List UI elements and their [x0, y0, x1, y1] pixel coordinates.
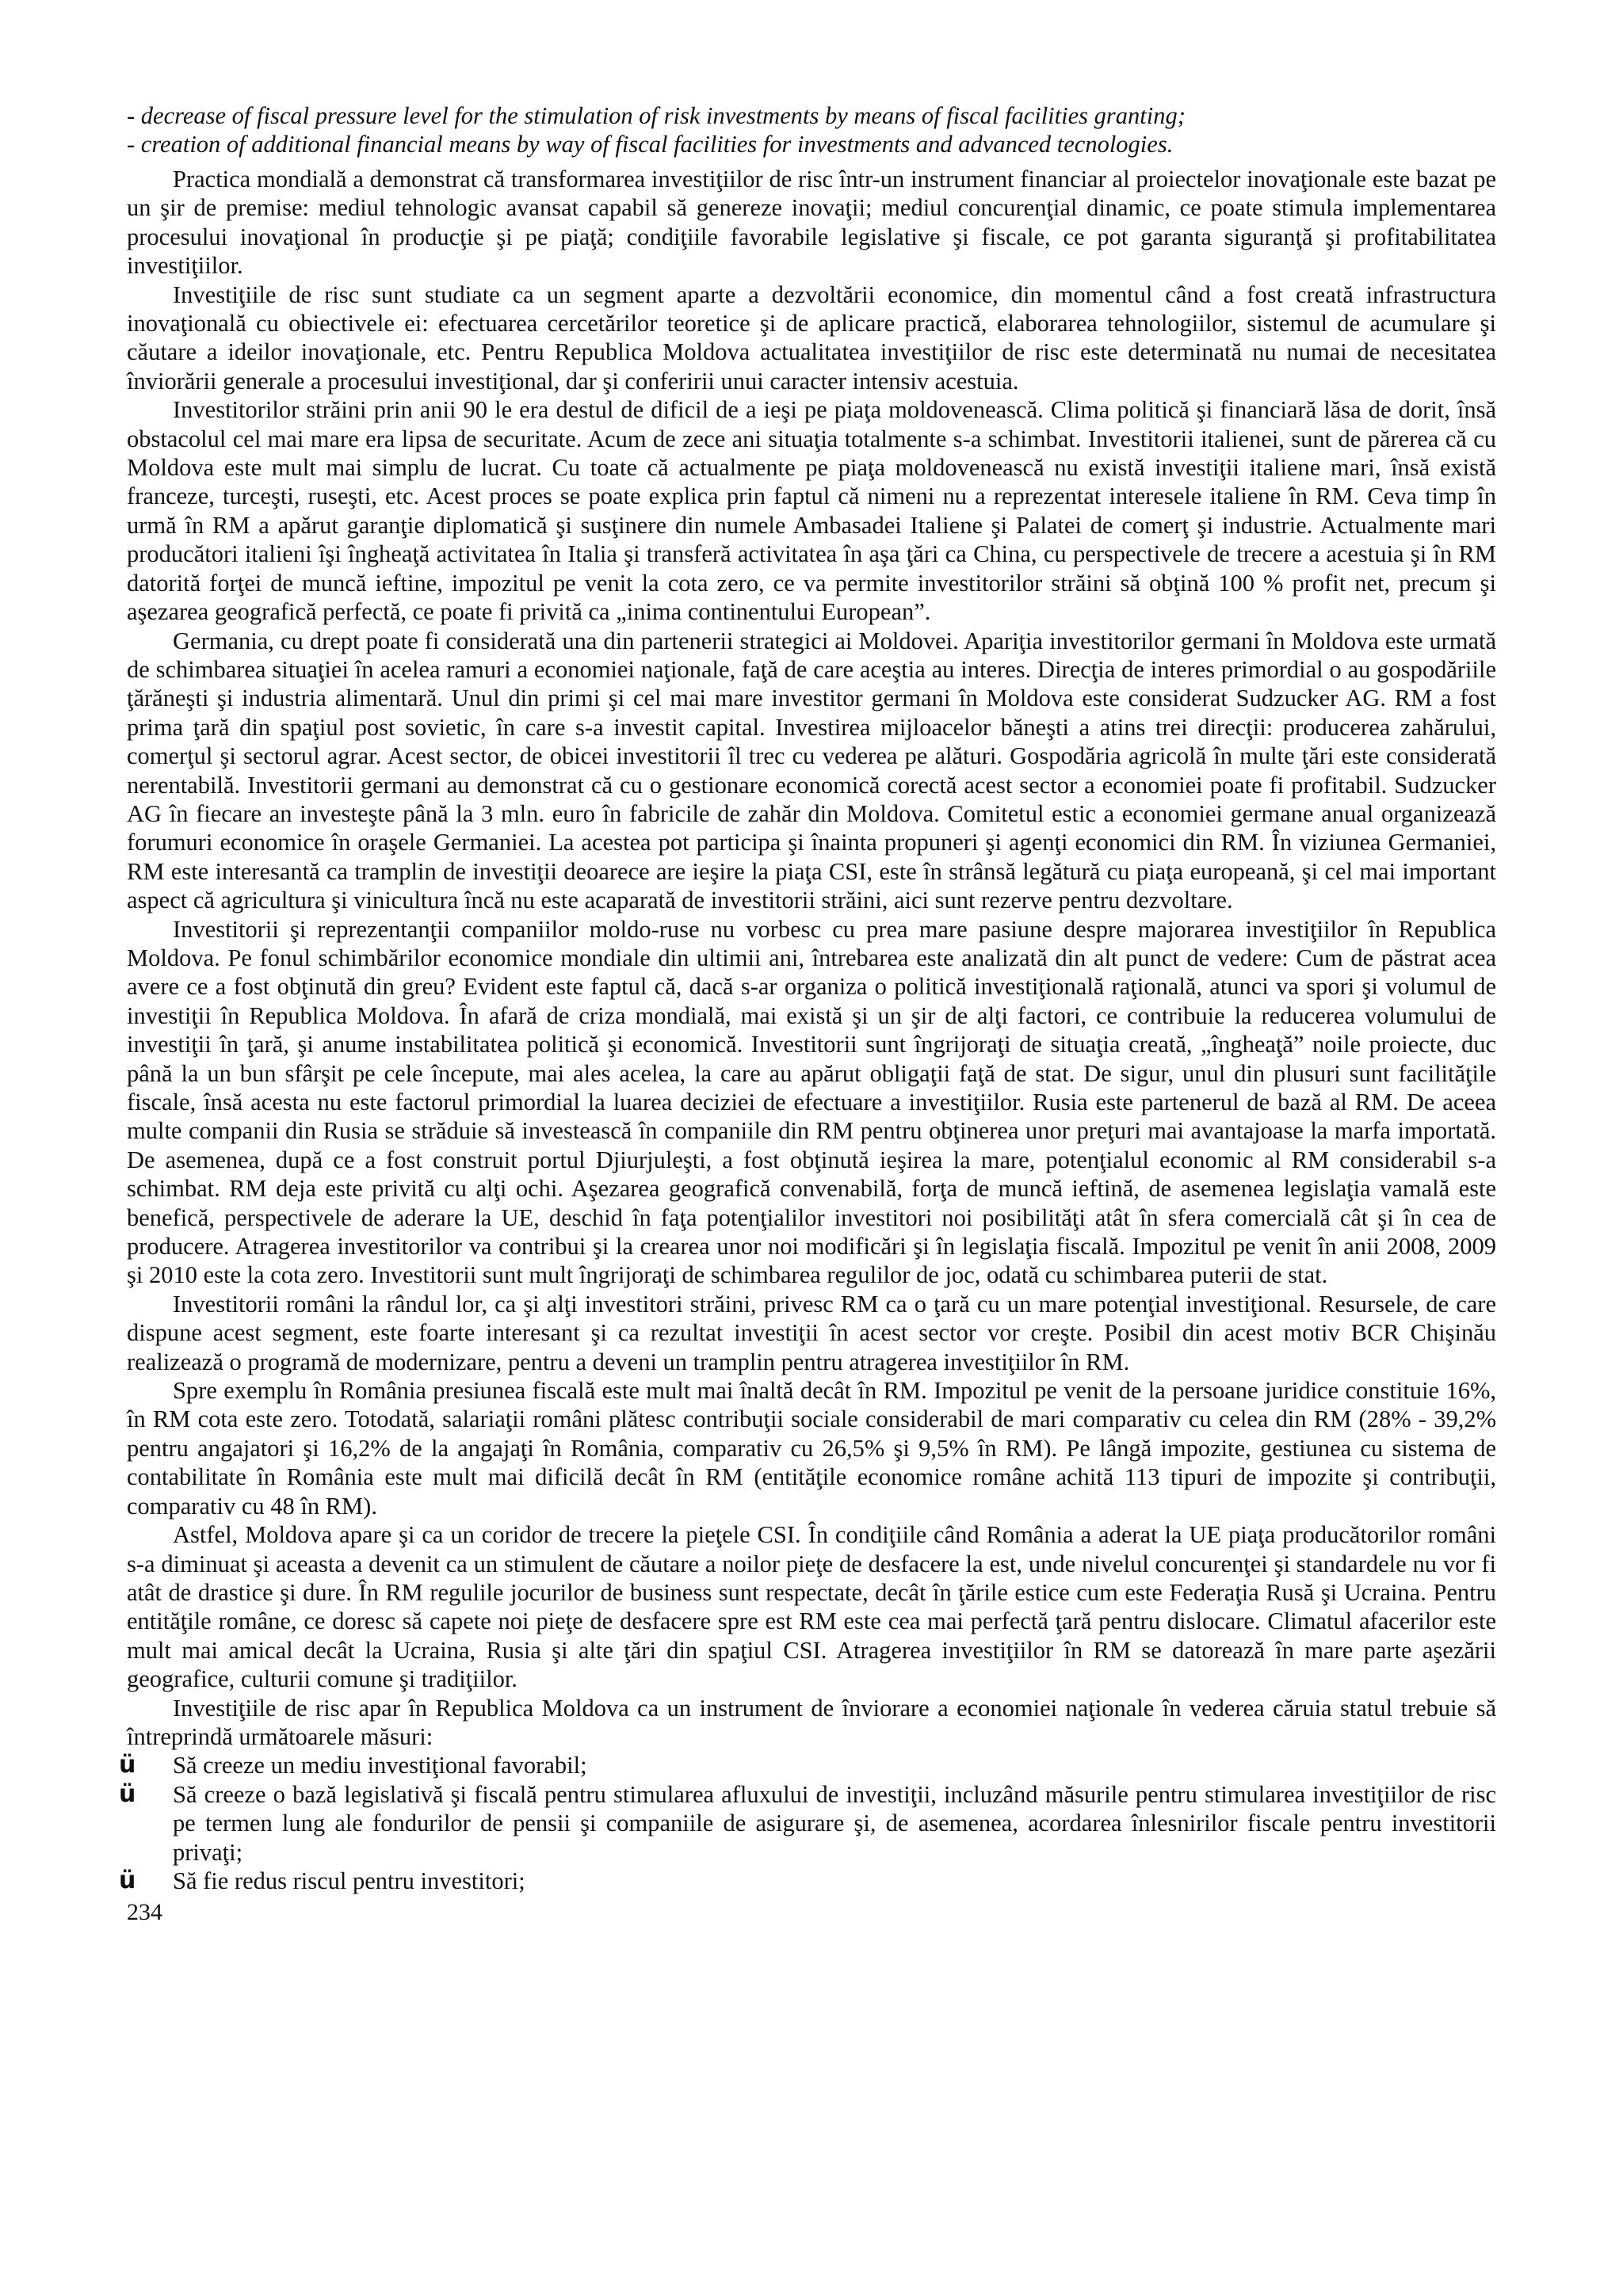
paragraph: Investitorii români la rândul lor, ca şi alţi investitori străini, privesc RM ca o ţară cu un mare potenţial investiţional. Resursele, de care dispune acest segment, este foarte interesant şi ca rezultat investiţii în acest sector vor creşte. Posibil din acest motiv BCR Chişinău realizează o programă de modernizare, pentru a deveni un tramplin pentru atragerea investiţiilor în RM.: [127, 1290, 1496, 1375]
list-item: [119, 1779, 1496, 1867]
paragraph: Investitorii şi reprezentanţii companiilor moldo-ruse nu vorbesc cu prea mare pasiune despre majorarea investiţiilor în Republica Moldova. Pe fonul schimbărilor economice mondiale din ultimii ani, întrebarea este analizată din alt punct de vedere: Cum de păstrat acea avere ce a fost obţinută din greu? Evident este faptul că, dacă s-ar organiza o politică investiţională raţională, atunci va spori şi volumul de investiţii în Republica Moldova. În afară de criza mondială, mai există şi un şir de alţi factori, ce contribuie la reducerea volumului de investiţii în ţară, şi anume instabilitatea politică şi economică. Investitorii sunt îngrijoraţi de situaţia creată, „îngheaţă” noile proiecte, duc până la un bun sfârşit pe cele începute, mai ales acelea, la care au apărut obligaţii faţă de stat. De sigur, unul din plusuri sunt facilităţile fiscale, însă acesta nu este factorul primordial la luarea deciziei de efectuare a investiţiilor. Rusia este partenerul de bază al RM. De aceea multe companii din Rusia se străduie să investească în companiile din RM pentru obţinerea unor preţuri mai avantajoase la marfa importată. De asemenea, după ce a fost construit portul Djiurjuleşti, a fost obţinută ieşirea la mare, potenţialul economic al RM considerabil s-a schimbat. RM deja este privită cu alţi ochi. Aşezarea geografică convenabilă, forţa de muncă ieftină, de asemenea legislaţia vamală este benefică, perspectivele de aderare la UE, deschid în faţa potenţialilor investitori noi posibilităţi atât în sfera comercială cât şi în cea de producere. Atragerea investitorilor va contribui şi la crearea unor noi modificări şi în legislaţia fiscală. Impozitul pe venit în anii 2008, 2009 şi 2010 este la cota zero. Investitorii sunt mult îngrijoraţi de schimbarea regulilor de joc, odată cu schimbarea puterii de stat.: [127, 915, 1496, 1289]
paragraph: Practica mondială a demonstrat că transformarea investiţiilor de risc într-un instrument financiar al proiectelor inovaţionale este bazat pe un şir de premise: mediul tehnologic avansat capabil să genereze inovaţii; mediul concurenţial dinamic, ce poate stimula implementarea procesului inovaţional în producţie şi pe piaţă; condiţiile favorabile legislative şi fiscale, ce pot garanta siguranţă şi profitabilitatea investiţiilor.: [127, 166, 1496, 280]
list-item: [119, 1751, 1496, 1779]
intro-line: - decrease of fiscal pressure level for the stimulation of risk investments by means of fiscal facilities granting;: [127, 102, 1186, 129]
checkmark-bullet-icon: ü: [119, 1751, 136, 1779]
paragraph: Investitorilor străini prin anii 90 le era destul de dificil de a ieşi pe piaţa moldovenească. Clima politică şi financiară lăsa de dorit, însă obstacolul cel mai mare era lipsa de securitate. Acum de zece ani situaţia totalmente s-a schimbat. Investitorii italienei, sunt de părerea că cu Moldova este mult mai simplu de lucrat. Cu toate că actualmente pe piaţa moldovenească nu există investiţii italiene mari, însă există franceze, turceşti, ruseşti, etc. Acest proces se poate explica prin faptul că nimeni nu a reprezentat interesele italiene în RM. Ceva timp în urmă în RM a apărut garanţie diplomatică şi susţinere din numele Ambasadei Italiene şi Palatei de comerţ şi industrie. Actualmente mari producători italieni îşi îngheaţă activitatea în Italia şi transferă activitatea în aşa ţări ca China, cu perspectivele de trecere a acestuia şi în RM datorită forţei de muncă ieftine, impozitul pe venit la cota zero, ce va permite investitorilor străini să obţină 100 % profit net, precum şi aşezarea geografică perfectă, ce poate fi privită ca „inima continentului European”.: [127, 396, 1496, 626]
paragraph: Astfel, Moldova apare şi ca un coridor de trecere la pieţele CSI. În condiţiile când România a aderat la UE piaţa producătorilor români s-a diminuat şi aceasta a devenit ca un stimulent de căutare a noilor pieţe de desfacere la est, unde nivelul concurenţei şi standardele nu vor fi atât de drastice şi dure. În RM regulile jocurilor de business sunt respectate, decât în ţările estice cum este Federaţia Rusă şi Ucraina. Pentru entităţile române, ce doresc să capete noi pieţe de desfacere spre est RM este cea mai perfectă ţară pentru dislocare. Climatul afacerilor este mult mai amical decât la Ucraina, Rusia şi alte ţări din spaţiul CSI. Atragerea investiţiilor în RM se datorează în mare parte aşezării geografice, culturii comune şi tradiţiilor.: [127, 1521, 1496, 1693]
paragraph: Investiţiile de risc sunt studiate ca un segment aparte a dezvoltării economice, din momentul când a fost creată infrastructura inovaţională cu obiectivele ei: efectuarea cercetărilor teoretice şi de aplicare practică, elaborarea tehnologiilor, sistemul de acumulare şi căutare a ideilor inovaţionale, etc. Pentru Republica Moldova actualitatea investiţiilor de risc este determinată nu numai de necesitatea înviorării generale a procesului investiţional, dar şi conferirii unui caracter intensiv acestuia.: [127, 280, 1496, 395]
paragraph: Investiţiile de risc apar în Republica Moldova ca un instrument de înviorare a economiei naţionale în vederea căruia statul trebuie să întreprindă următoarele măsuri:: [127, 1694, 1496, 1750]
document-page: [119, 101, 1496, 1927]
list-item-text: Să fie redus riscul pentru investitori;: [173, 1867, 525, 1894]
list-item-text: Să creeze un mediu investiţional favorabil;: [173, 1752, 587, 1779]
body-text: [127, 165, 1496, 1751]
checkmark-bullet-icon: ü: [119, 1779, 136, 1808]
measures-list: [119, 1751, 1496, 1895]
paragraph: Spre exemplu în România presiunea fiscală este mult mai înaltă decât în RM. Impozitul pe venit de la persoane juridice constituie 16%, în RM cota este zero. Totodată, salariaţii români plătesc contribuţii sociale considerabil de mari comparativ cu celea din RM (28% - 39,2% pentru angajatori şi 16,2% de la angajaţi în România, comparativ cu 26,5% şi 9,5% în RM). Pe lângă impozite, gestiunea cu sistema de contabilitate în România este mult mai dificilă decât în RM (entităţile economice române achită 113 tipuri de impozite şi contribuţii, comparativ cu 48 în RM).: [127, 1377, 1496, 1520]
page-number: 234: [127, 1899, 162, 1926]
intro-list: [127, 101, 1496, 158]
intro-line: - creation of additional financial means by way of fiscal facilities for investments and advanced tecnologies.: [127, 131, 1174, 158]
list-item-text: Să creeze o bază legislativă şi fiscală pentru stimularea afluxului de investiţii, incluzând măsurile pentru stimularea investiţiilor de risc pe termen lung ale fondurilor de pensii şi companiile de asigurare şi, de asemenea, acordarea înlesnirilor fiscale pentru investitorii privaţi;: [173, 1780, 1496, 1866]
paragraph: Germania, cu drept poate fi considerată una din partenerii strategici ai Moldovei. Apariţia investitorilor germani în Moldova este urmată de schimbarea situaţiei în acelea ramuri a economiei naţionale, faţă de care aceştia au interes. Direcţia de interes primordial o au gospodăriile ţărăneşti şi industria alimentară. Unul din primi şi cel mai mare investitor germani în Moldova este considerat Sudzucker AG. RM a fost prima ţară din spaţiul post sovietic, în care s-a investit capital. Investirea mijloacelor băneşti a atins trei direcţii: producerea zahărului, comerţul şi sectorul agrar. Acest sector, de obicei investitorii îl trec cu vederea pe alături. Gospodăria agricolă în multe ţări este considerată nerentabilă. Investitorii germani au demonstrat că cu o gestionare economică corectă acest sector a economiei poate fi profitabil. Sudzucker AG în fiecare an investeşte până la 3 mln. euro în fabricile de zahăr din Moldova. Comitetul estic a economiei germane anual organizează forumuri economice în oraşele Germaniei. La acestea pot participa şi înainta propuneri şi agenţi economici din RM. În viziunea Germaniei, RM este interesantă ca tramplin de investiţii deoarece are ieşire la piaţa CSI, este în strânsă legătură cu piaţa europeană, şi cel mai important aspect că agricultura şi vinicultura încă nu este acaparată de investitorii străini, aici sunt rezerve pentru dezvoltare.: [127, 627, 1496, 914]
checkmark-bullet-icon: ü: [119, 1866, 136, 1894]
list-item: [119, 1866, 1496, 1895]
